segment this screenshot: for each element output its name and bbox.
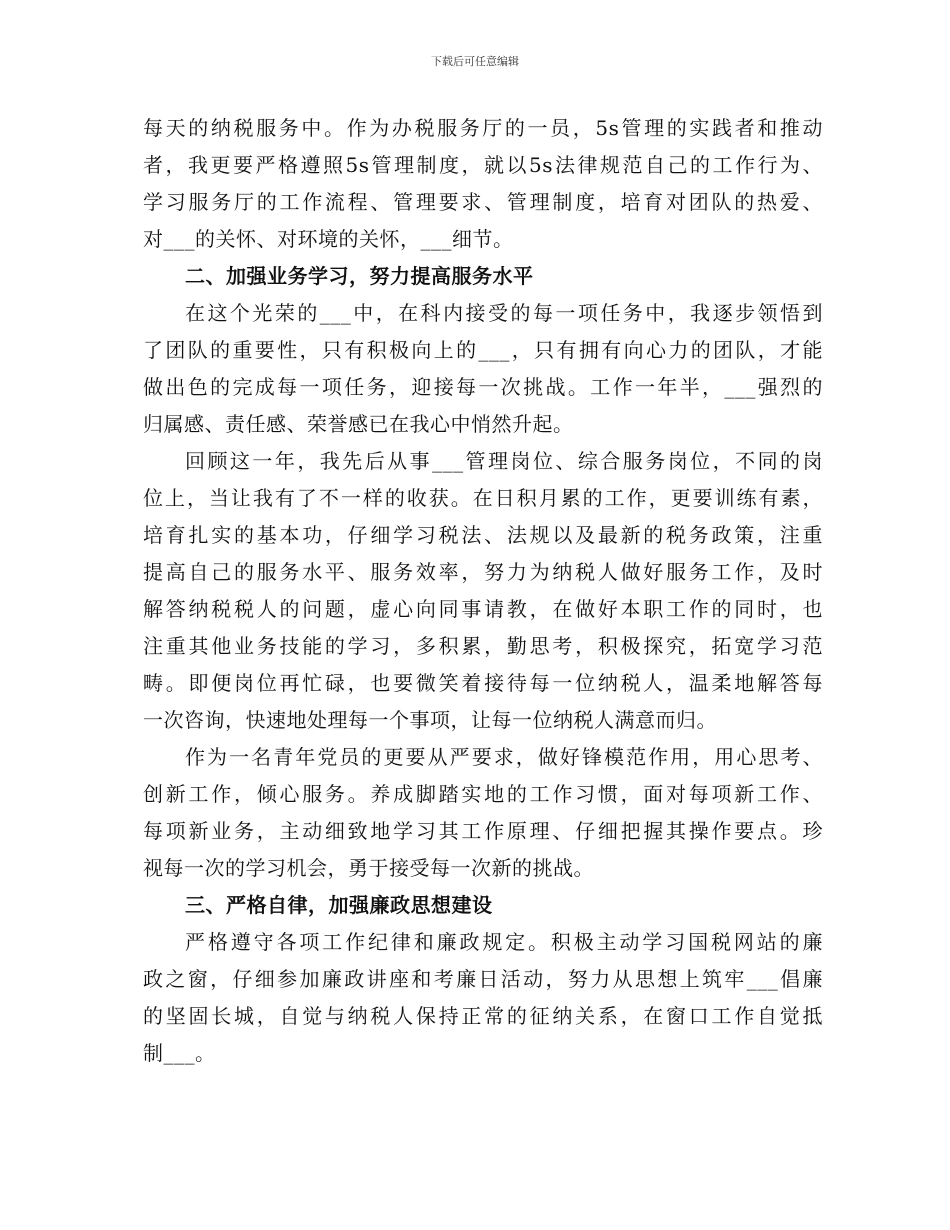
text-line: 每天的纳税服务中。作为办税服务厅的一员，5s管理的实践者和推动 <box>143 116 823 140</box>
text-line: 解答纳税税人的问题，虚心向同事请教，在做好本职工作的同时，也 <box>143 597 823 621</box>
text-line: 了团队的重要性，只有积极向上的___，只有拥有向心力的团队，才能 <box>143 338 823 362</box>
section-heading: 三、严格自律，加强廉政思想建设 <box>185 893 493 917</box>
document-body <box>143 110 823 1072</box>
text-line: 制___。 <box>143 1041 216 1065</box>
text-line: 作为一名青年党员的更要从严要求，做好锋模范作用，用心思考、 <box>185 745 823 769</box>
text-line: 学习服务厅的工作流程、管理要求、管理制度，培育对团队的热爱、 <box>143 190 823 214</box>
text-line: 创新工作，倾心服务。养成脚踏实地的工作习惯，面对每项新工作、 <box>143 782 823 806</box>
section-heading: 二、加强业务学习，努力提高服务水平 <box>185 264 534 288</box>
text-line: 注重其他业务技能的学习，多积累，勤思考，积极探究，拓宽学习范 <box>143 634 823 658</box>
text-line: 回顾这一年，我先后从事___管理岗位、综合服务岗位，不同的岗 <box>185 449 823 473</box>
text-line: 提高自己的服务水平、服务效率，努力为纳税人做好服务工作，及时 <box>143 560 823 584</box>
text-line: 培育扎实的基本功，仔细学习税法、法规以及最新的税务政策，注重 <box>143 523 823 547</box>
text-line: 的坚固长城，自觉与纳税人保持正常的征纳关系，在窗口工作自觉抵 <box>143 1004 823 1028</box>
text-line: 畴。即便岗位再忙碌，也要微笑着接待每一位纳税人，温柔地解答每 <box>143 671 823 695</box>
text-line: 在这个光荣的___中，在科内接受的每一项任务中，我逐步领悟到 <box>185 301 823 325</box>
text-line: 者，我更要严格遵照5s管理制度，就以5s法律规范自己的工作行为、 <box>143 153 823 177</box>
text-line: 做出色的完成每一项任务，迎接每一次挑战。工作一年半，___强烈的 <box>143 375 823 399</box>
text-line: 视每一次的学习机会，勇于接受每一次新的挑战。 <box>143 856 594 880</box>
text-line: 政之窗，仔细参加廉政讲座和考廉日活动，努力从思想上筑牢___倡廉 <box>143 967 823 991</box>
text-line: 归属感、责任感、荣誉感已在我心中悄然升起。 <box>143 412 574 436</box>
text-line: 对___的关怀、对环境的关怀，___细节。 <box>143 227 514 251</box>
text-line: 位上，当让我有了不一样的收获。在日积月累的工作，更要训练有素， <box>143 486 823 510</box>
text-line: 每项新业务，主动细致地学习其工作原理、仔细把握其操作要点。珍 <box>143 819 823 843</box>
text-line: 一次咨询，快速地处理每一个事项，让每一位纳税人满意而归。 <box>143 708 717 732</box>
text-line: 严格遵守各项工作纪律和廉政规定。积极主动学习国税网站的廉 <box>185 930 823 954</box>
page-header: 下载后可任意编辑 <box>431 55 519 68</box>
